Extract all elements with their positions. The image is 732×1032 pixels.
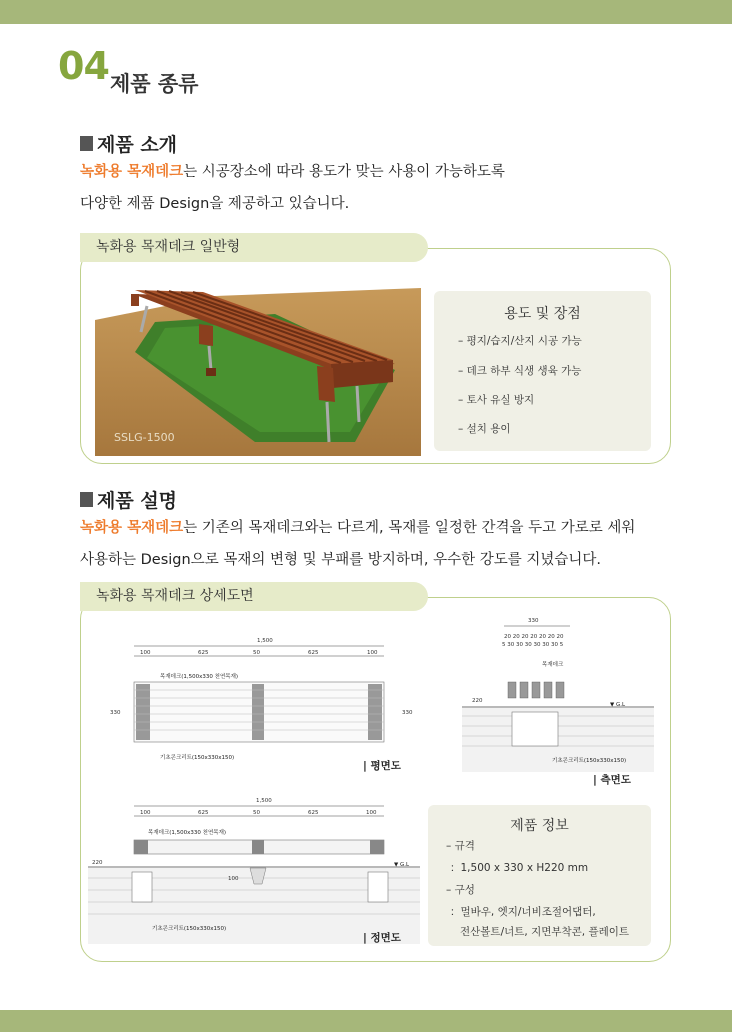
intro-heading	[80, 130, 177, 157]
front-seg-dim: 625	[198, 810, 209, 816]
plan-view-drawing	[102, 632, 420, 764]
side-deck-note: 목재데크	[542, 662, 564, 668]
side-h-total: 220	[472, 698, 483, 704]
product-image	[95, 282, 421, 456]
side-top-dims: 20 20 20 20 20 20 20	[504, 634, 564, 640]
front-seg-dim: 100	[366, 810, 377, 816]
front-mid-dim: 100	[228, 876, 239, 882]
plan-width-dim: 330	[110, 710, 121, 716]
front-view-drawing	[88, 794, 420, 944]
benefit-item: – 평지/습지/산지 시공 가능	[458, 335, 582, 347]
plan-width-dim: 330	[402, 710, 413, 716]
plan-seg-dim: 625	[308, 650, 319, 656]
composition-label: – 구성	[446, 884, 475, 896]
plan-seg-dim: 100	[140, 650, 151, 656]
plan-total-dim: 1,500	[257, 638, 273, 644]
plan-seg-dim: 625	[198, 650, 209, 656]
spec-label: – 규격	[446, 840, 475, 852]
intro-line1: 는 시공장소에 따라 용도가 맞는 사용이 가능하도록	[183, 164, 505, 180]
desc-heading-text: 제품 설명	[97, 490, 178, 512]
side-gl: ▼ G.L	[610, 702, 626, 708]
intro-highlight: 녹화용 목재데크	[80, 164, 184, 180]
square-bullet-icon	[80, 136, 93, 151]
panel2-tab: 녹화용 목재데크 상세도면	[80, 582, 428, 611]
top-bar	[0, 0, 732, 24]
plan-seg-dim: 100	[367, 650, 378, 656]
product-info-title: 제품 정보	[510, 818, 569, 834]
front-base-note: 기초콘크리트(150x330x150)	[152, 926, 227, 932]
front-deck-note: 목재데크(1,500x330 천연목재)	[148, 830, 227, 836]
desc-paragraph	[80, 512, 635, 576]
model-label: SSLG-1500	[114, 431, 175, 444]
intro-line2: 다양한 제품 Design을 제공하고 있습니다.	[80, 196, 350, 212]
spec-value: ：1,500 x 330 x H220 mm	[450, 862, 589, 874]
section-title: 제품 종류	[110, 72, 199, 96]
benefit-item: – 토사 유실 방지	[458, 394, 535, 406]
desc-heading	[80, 486, 177, 513]
desc-line1: 는 기존의 목재데크와는 다르게, 목재를 일정한 간격을 두고 가로로 세워	[183, 520, 636, 536]
plan-seg-dim: 50	[253, 650, 260, 656]
front-gl: ▼ G.L	[394, 862, 410, 868]
front-seg-dim: 50	[253, 810, 260, 816]
composition-value: ：멀바우, 엣지/너비조절어댑터,	[450, 906, 596, 918]
side-view-drawing	[462, 612, 654, 772]
front-view-label: | 정면도	[363, 932, 401, 944]
benefits-title: 용도 및 장점	[504, 306, 581, 322]
plan-deck-note: 목재데크(1,500x330 천연목재)	[160, 674, 239, 680]
benefit-item: – 데크 하부 식생 생육 가능	[458, 365, 582, 377]
desc-highlight: 녹화용 목재데크	[80, 520, 184, 536]
side-base-note: 기초콘크리트(150x330x150)	[552, 758, 627, 764]
square-bullet-icon	[80, 492, 93, 507]
front-seg-dim: 625	[308, 810, 319, 816]
desc-line2: 사용하는 Design으로 목재의 변형 및 부패를 방지하며, 우수한 강도를 지녔습니다.	[80, 552, 601, 568]
side-top-dims: 5 30 30 30 30 30 30 5	[502, 642, 564, 648]
composition-value: 전산볼트/너트, 지면부착콘, 플레이트	[460, 926, 630, 938]
side-total-dim: 330	[528, 618, 539, 624]
benefits-box	[434, 291, 651, 451]
side-view-label: | 측면도	[593, 774, 631, 786]
section-number: 04	[58, 44, 109, 88]
bottom-bar	[0, 1010, 732, 1032]
product-info-box	[428, 805, 651, 946]
benefit-item: – 설치 용이	[458, 423, 511, 435]
intro-paragraph	[80, 156, 505, 220]
panel1-tab: 녹화용 목재데크 일반형	[80, 233, 428, 262]
intro-heading-text: 제품 소개	[97, 134, 178, 156]
front-seg-dim: 100	[140, 810, 151, 816]
front-total-dim: 1,500	[256, 798, 272, 804]
front-h-total: 220	[92, 860, 103, 866]
plan-view-label: | 평면도	[363, 760, 401, 772]
plan-base-note: 기초콘크리트(150x330x150)	[160, 755, 235, 761]
